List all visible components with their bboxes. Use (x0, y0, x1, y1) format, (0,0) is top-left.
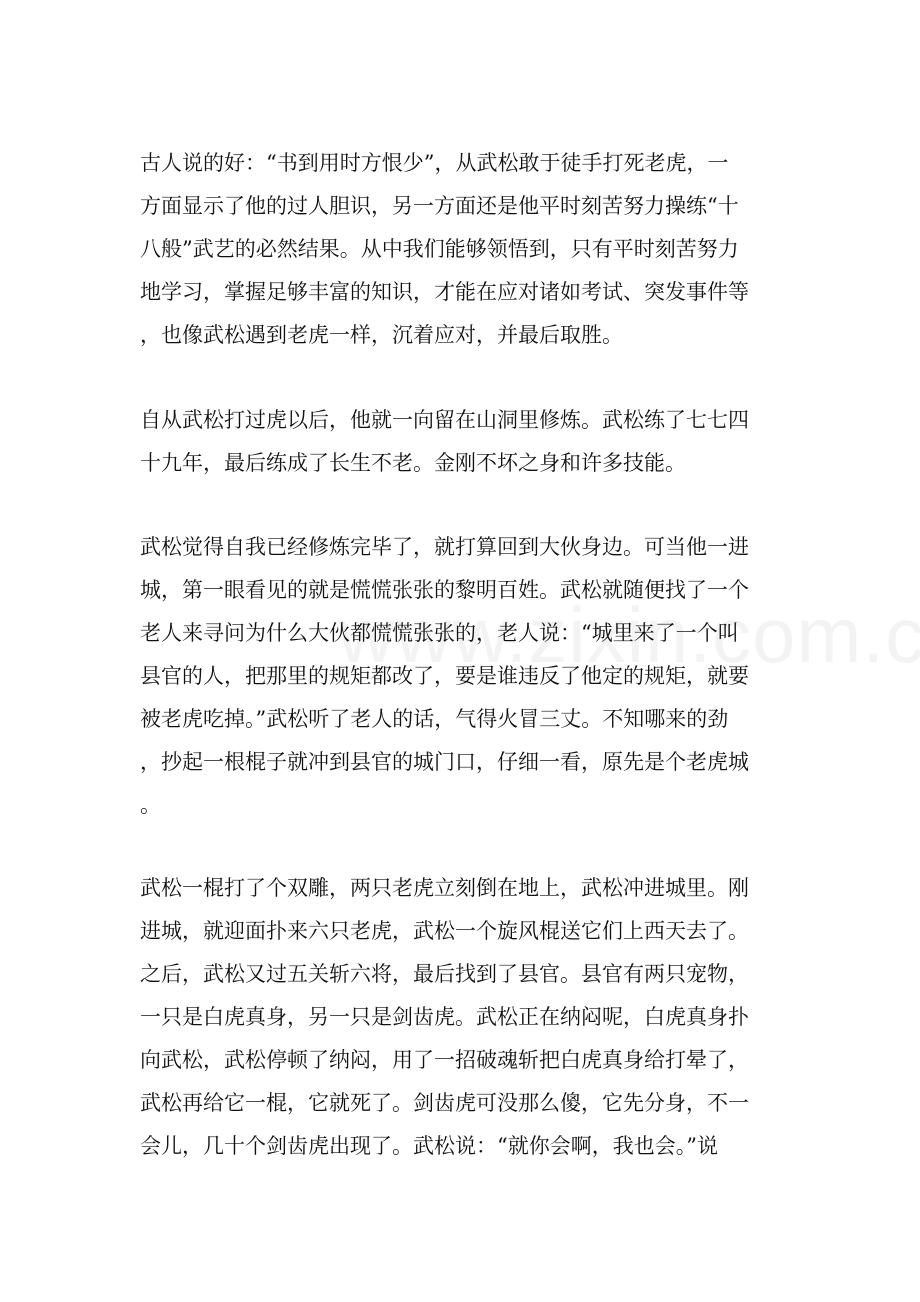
text-line: 。 (140, 793, 161, 817)
text-line: 城，第一眼看见的就是慌慌张张的黎明百姓。武松就随便找了一个 (140, 578, 749, 602)
text-line: 古人说的好：“书到用时方恨少”，从武松敢于徒手打死老虎，一 (140, 151, 729, 175)
text-line: ，抄起一根棍子就冲到县官的城门口，仔细一看，原先是个老虎城 (140, 750, 749, 774)
text-line: 八般”武艺的必然结果。从中我们能够领悟到，只有平时刻苦努力 (140, 237, 739, 261)
text-line: 被老虎吃掉。”武松听了老人的话，气得火冒三丈。不知哪来的劲 (140, 707, 729, 731)
text-line: 会儿，几十个剑齿虎出现了。武松说：“就你会啊，我也会。”说 (140, 1134, 718, 1158)
text-line: 向武松，武松停顿了纳闷，用了一招破魂斩把白虎真身给打晕了， (140, 1048, 749, 1072)
text-line: 武松再给它一棍，它就死了。剑齿虎可没那么傻，它先分身，不一 (140, 1091, 749, 1115)
text-line: 自从武松打过虎以后，他就一向留在山洞里修炼。武松练了七七四 (140, 408, 749, 432)
paragraph-2 (140, 399, 780, 485)
text-line: 十九年，最后练成了长生不老。金刚不坏之身和许多技能。 (140, 451, 686, 475)
text-line: 武松一棍打了个双雕，两只老虎立刻倒在地上，武松冲进城里。刚 (140, 876, 749, 900)
paragraph-3 (140, 526, 780, 827)
paragraph-4 (140, 867, 780, 1168)
text-line: 地学习，掌握足够丰富的知识，才能在应对诸如考试、突发事件等 (140, 280, 749, 304)
text-line: 方面显示了他的过人胆识，另一方面还是他平时刻苦努力操练“十 (140, 194, 739, 218)
text-line: 之后，武松又过五关斩六将，最后找到了县官。县官有两只宠物， (140, 962, 749, 986)
text-line: 县官的人，把那里的规矩都改了，要是谁违反了他定的规矩，就要 (140, 664, 749, 688)
text-line: 进城，就迎面扑来六只老虎，武松一个旋风棍送它们上西天去了。 (140, 919, 749, 943)
text-line: ，也像武松遇到老虎一样，沉着应对，并最后取胜。 (140, 323, 623, 347)
paragraph-1 (140, 142, 780, 357)
text-line: 一只是白虎真身，另一只是剑齿虎。武松正在纳闷呢，白虎真身扑 (140, 1005, 749, 1029)
text-line: 武松觉得自我已经修炼完毕了，就打算回到大伙身边。可当他一进 (140, 535, 749, 559)
text-line: 老人来寻问为什么大伙都慌慌张张的，老人说：“城里来了一个叫 (140, 621, 739, 645)
